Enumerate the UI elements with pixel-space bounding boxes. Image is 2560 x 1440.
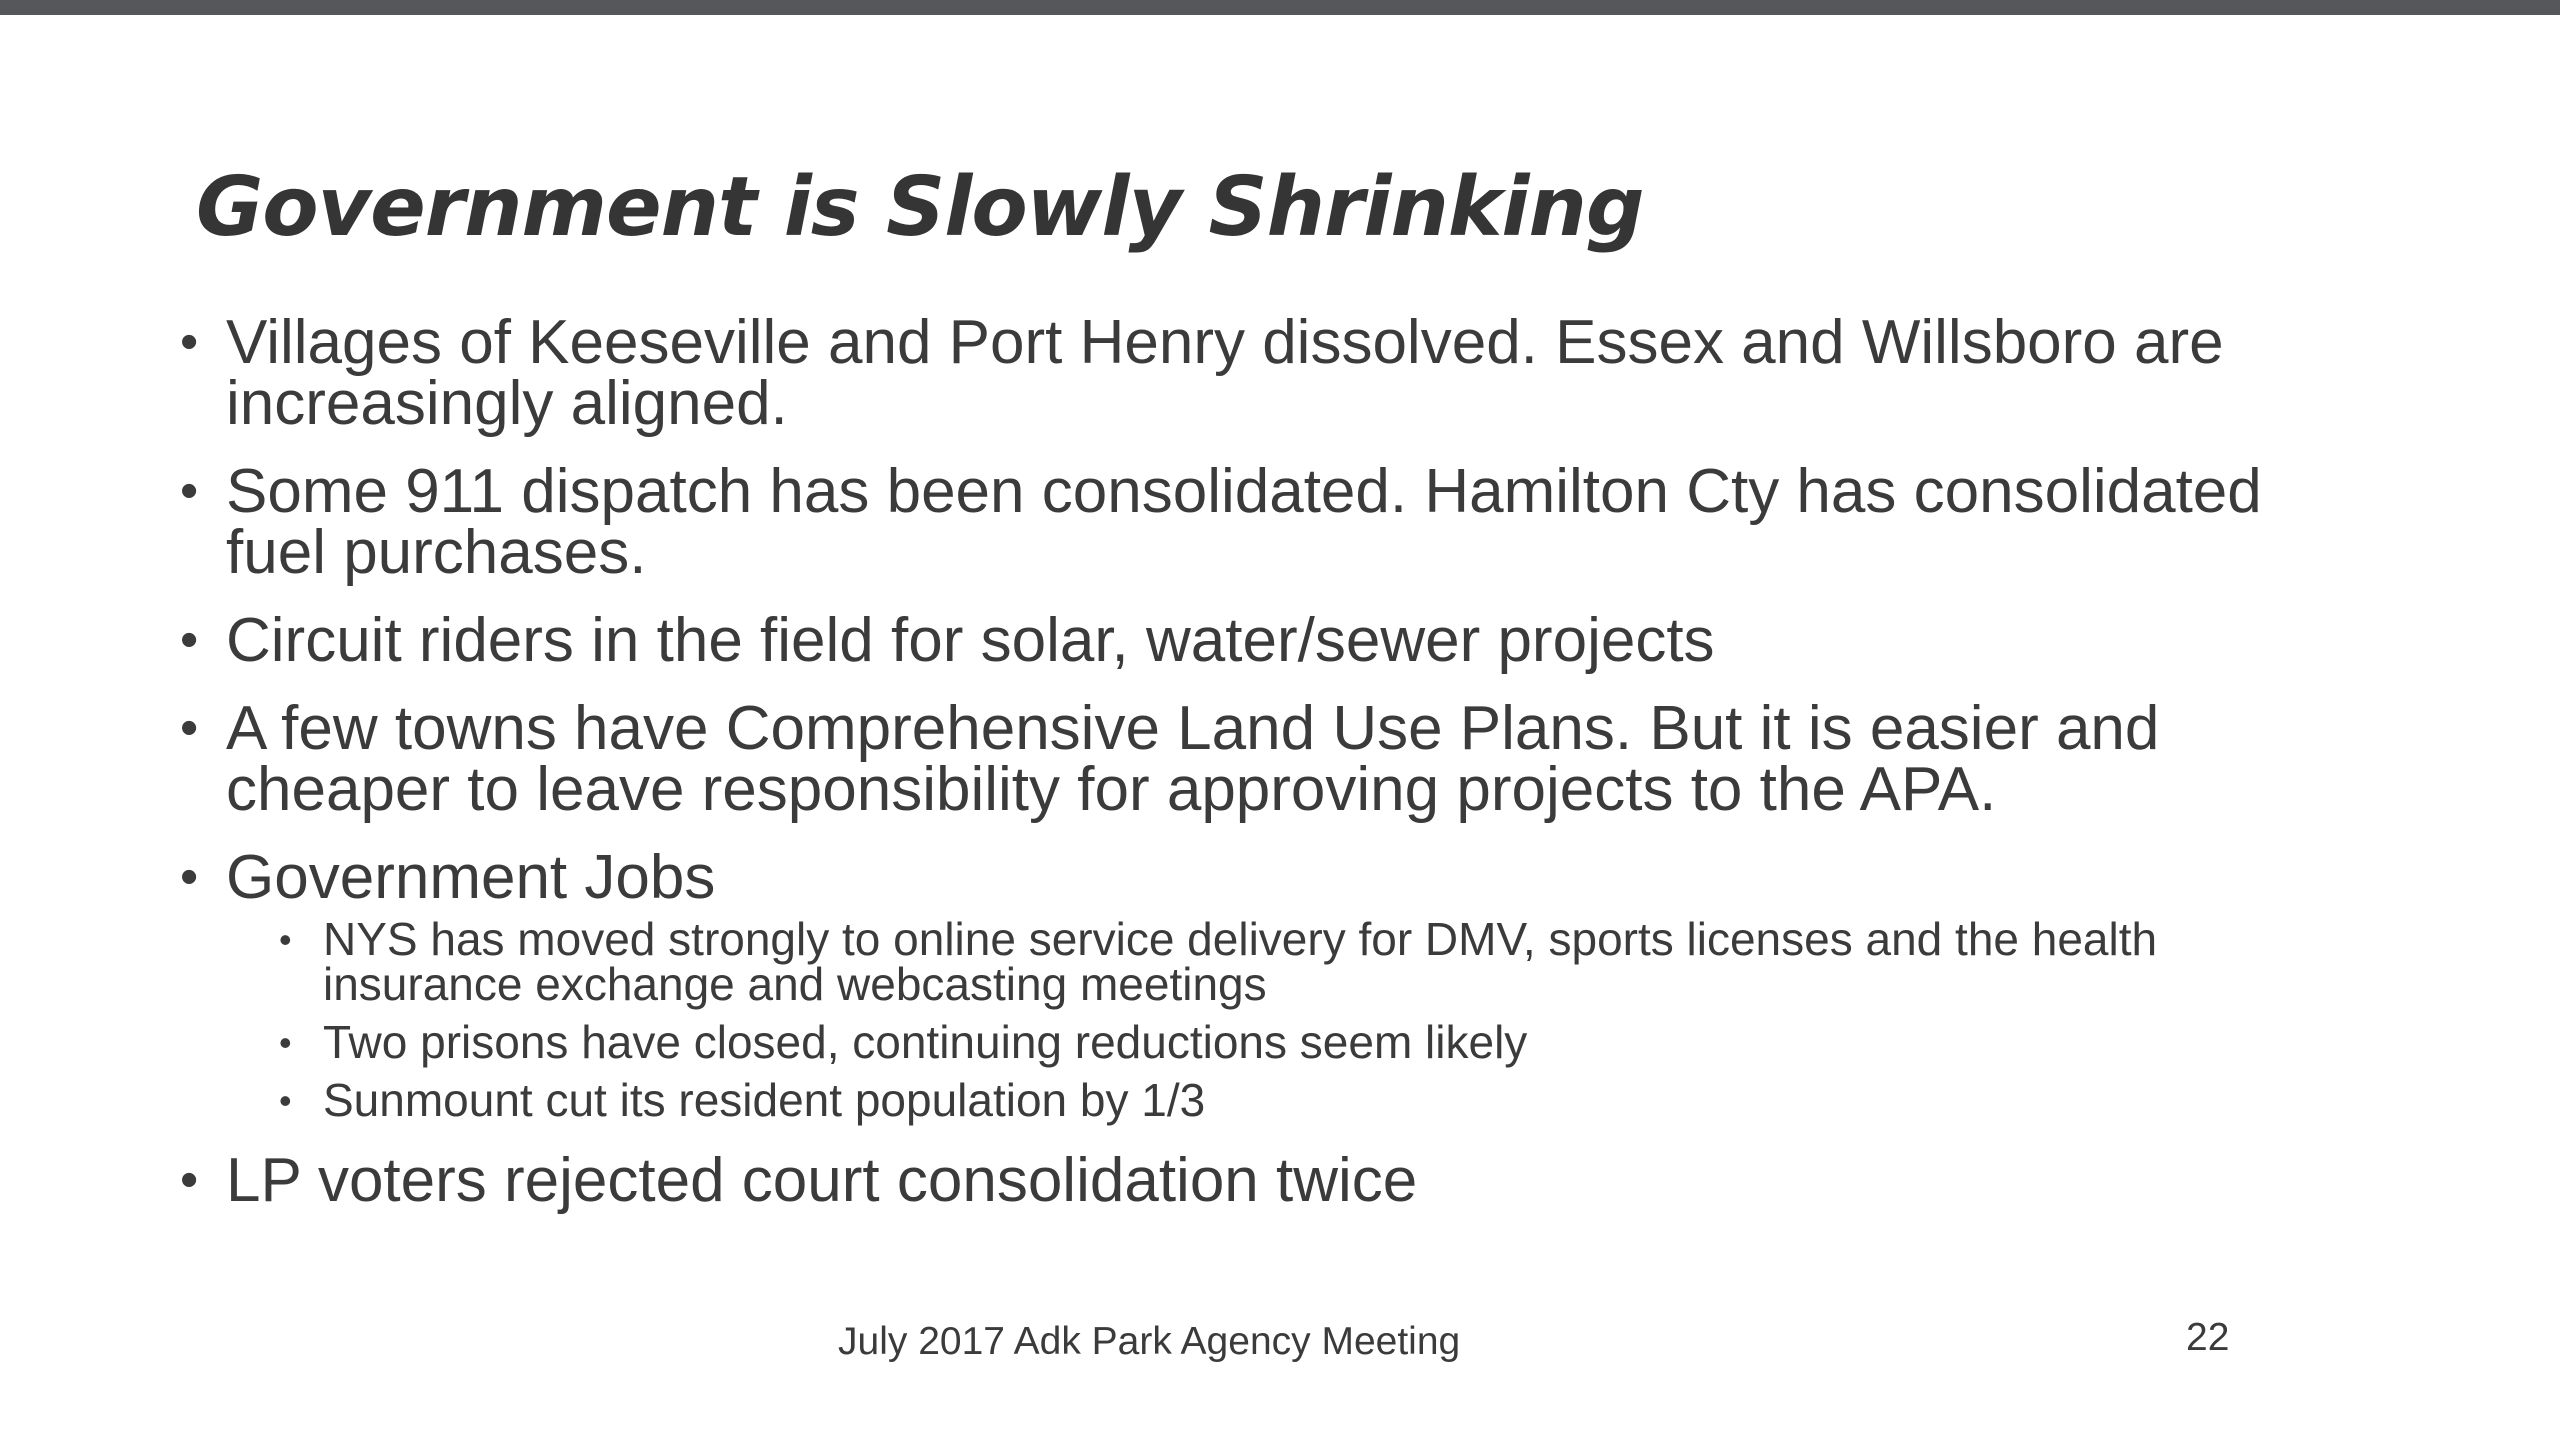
bullet-marker: • [180,462,199,520]
bullet-text: LP voters rejected court consolidation twice [226,1146,1418,1215]
slide-title: Government is Slowly Shrinking [196,160,1644,255]
bullet-marker: • [180,699,199,757]
bullet-marker: • [180,848,199,906]
bullet-marker: • [279,919,292,960]
slide-footer: July 2017 Adk Park Agency Meeting [838,1320,1461,1363]
bullet-marker: • [279,1080,292,1121]
bullet-marker: • [279,1022,292,1063]
sub-bullet-text: NYS has moved strongly to online service delivery for DMV, sports licenses and the health insurance exchange and webcasting meetings [323,913,2158,1010]
bullet-item [180,843,2300,1126]
bullet-item [180,694,2300,824]
sub-bullet-text: Sunmount cut its resident population by 1/3 [323,1074,1206,1126]
sub-bullet-list [277,913,2300,1126]
bullet-item [180,457,2300,587]
bullet-text: Circuit riders in the field for solar, water/sewer projects [226,606,1715,675]
top-border-bar [0,0,2560,15]
bullet-item [180,1146,2300,1215]
bullet-text: Government Jobs [226,843,716,912]
bullet-marker: • [180,1151,199,1209]
page-number: 22 [2186,1316,2230,1359]
bullet-text: Some 911 dispatch has been consolidated. Hamilton Cty has consolidated fuel purchases. [226,457,2262,587]
sub-bullet-text: Two prisons have closed, continuing reductions seem likely [323,1016,1528,1068]
sub-bullet-item [277,913,2300,1010]
sub-bullet-item [277,1016,2300,1068]
bullet-item [180,606,2300,675]
bullet-text: A few towns have Comprehensive Land Use Plans. But it is easier and cheaper to leave responsibility for approving projects to the APA. [226,694,2160,824]
bullet-text: Villages of Keeseville and Port Henry dissolved. Essex and Willsboro are increasingly aligned. [226,308,2224,438]
bullet-marker: • [180,611,199,669]
bullet-item [180,308,2300,438]
sub-bullet-item [277,1074,2300,1126]
bullet-list [180,308,2300,1238]
bullet-marker: • [180,313,199,371]
